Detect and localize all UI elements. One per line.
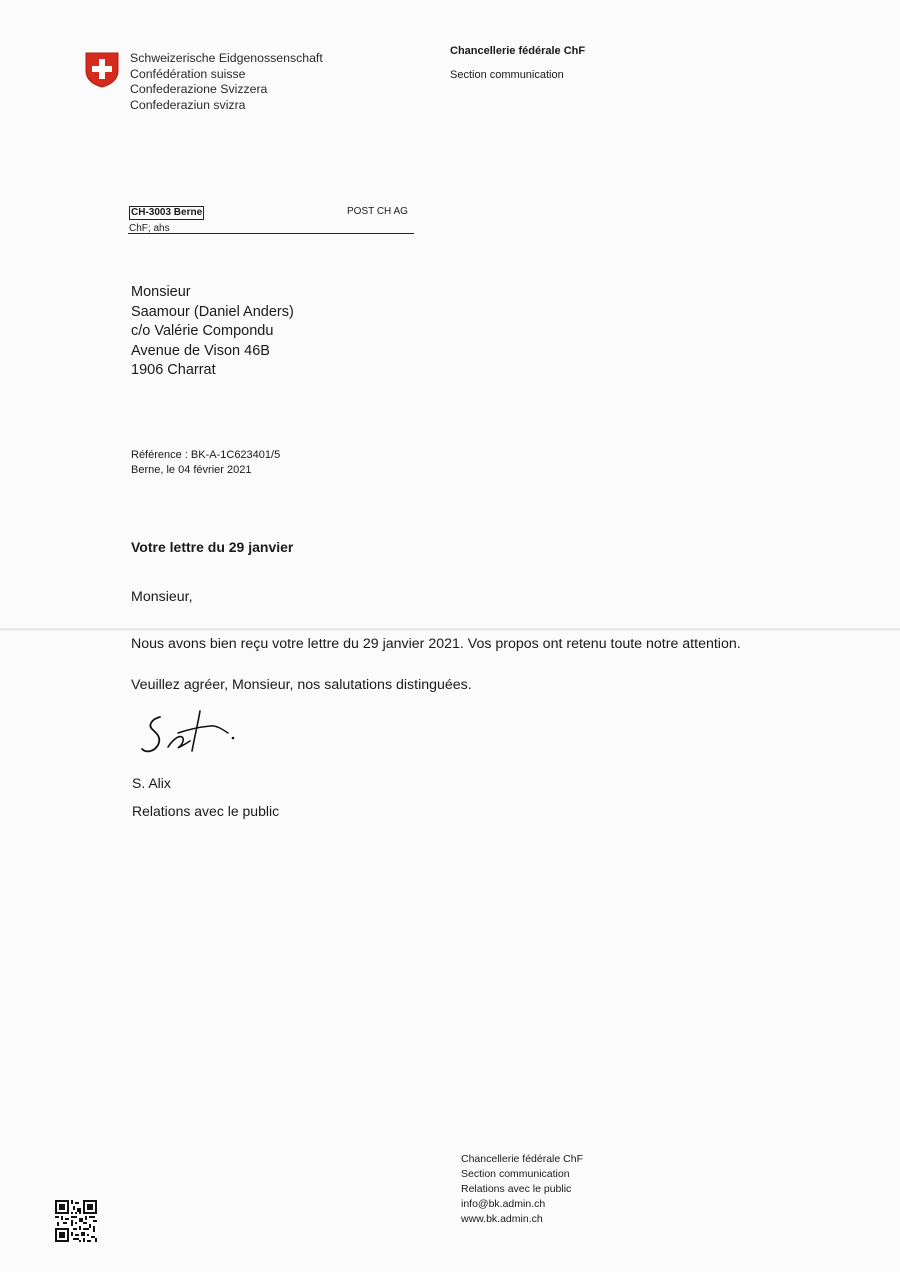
letter-subject: Votre lettre du 29 janvier xyxy=(131,539,294,555)
footer-website: www.bk.admin.ch xyxy=(461,1213,543,1225)
federation-name-it: Confederazione Svizzera xyxy=(130,82,268,96)
reference-number: Référence : BK-A-1C623401/5 xyxy=(131,449,281,461)
federation-names xyxy=(130,51,323,113)
federation-name-fr: Confédération suisse xyxy=(130,66,246,81)
footer-unit: Relations avec le public xyxy=(461,1183,572,1195)
sender-postcode: CH-3003 Berne xyxy=(131,207,203,218)
qr-code-icon xyxy=(55,1200,97,1242)
recipient-line: Monsieur xyxy=(131,284,191,300)
address-divider xyxy=(128,233,414,234)
place-date: Berne, le 04 février 2021 xyxy=(131,464,252,476)
recipient-line: Avenue de Vison 46B xyxy=(131,342,270,359)
recipient-line: Saamour (Daniel Anders) xyxy=(131,303,294,320)
signer-role: Relations avec le public xyxy=(132,803,280,819)
handwritten-signature xyxy=(138,707,238,761)
letter-meta xyxy=(131,448,280,478)
footer-department: Chancellerie fédérale ChF xyxy=(461,1153,583,1165)
swiss-federal-crest-icon xyxy=(85,52,119,88)
federation-name-rm: Confederaziun svizra xyxy=(130,97,246,112)
letter-salutation: Monsieur, xyxy=(131,589,193,605)
signer-name: S. Alix xyxy=(132,775,171,791)
footer-email: info@bk.admin.ch xyxy=(461,1198,546,1210)
paper-fold-line xyxy=(0,628,900,631)
federation-name-de: Schweizerische Eidgenossenschaft xyxy=(130,51,323,65)
department-title: Chancellerie fédérale ChF xyxy=(450,45,586,57)
internal-reference: ChF; ahs xyxy=(129,223,170,234)
postage-carrier: POST CH AG xyxy=(347,206,408,217)
footer-section: Section communication xyxy=(461,1168,570,1180)
department-section: Section communication xyxy=(450,69,564,81)
letter-paragraph: Veuillez agréer, Monsieur, nos salutations distinguées. xyxy=(131,677,472,693)
footer-contact xyxy=(461,1152,583,1227)
letter-paragraph: Nous avons bien reçu votre lettre du 29 janvier 2021. Vos propos ont retenu toute notre attention. xyxy=(131,636,741,652)
recipient-line: c/o Valérie Compondu xyxy=(131,323,274,340)
recipient-address xyxy=(131,283,294,381)
recipient-line: 1906 Charrat xyxy=(131,362,216,379)
